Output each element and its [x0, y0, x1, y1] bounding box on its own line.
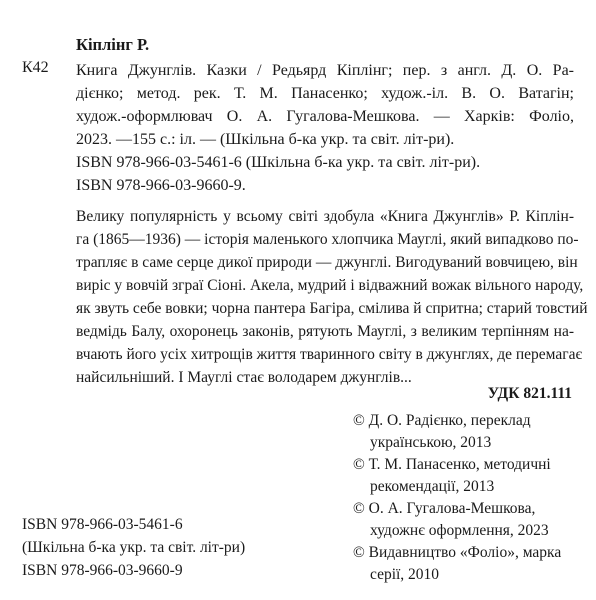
copyright-entry [353, 498, 583, 542]
biblio-line: 2023. —155 с.: іл. — (Шкільна б-ка укр. та світ. літ-ри). [76, 131, 455, 148]
annotation-line: Велику популярність у всьому світі здобула «Книга Джунглів» Р. Кіплін- [76, 208, 574, 225]
copyright-line: рекомендації, 2013 [370, 478, 495, 495]
annotation-line: найсильніший. І Мауглі стає володарем джунглів... [76, 369, 412, 386]
biblio-line: худож.-оформлювач О. А. Гугалова-Мешкова. — Харків: Фоліо, [76, 108, 574, 125]
copyright-line: © Видавництво «Фоліо», марка [353, 544, 562, 561]
isbn-line: ISBN 978-966-03-5461-6 [22, 516, 183, 533]
annotation-line: вчають його усіх хитрощів життя тваринного світу в джунглях, де перемагає [76, 346, 583, 363]
copyright-line: українською, 2013 [370, 434, 492, 451]
annotation-line: ведмідь Балу, охоронець законів, рятують Мауглі, з великим терпінням на- [76, 323, 574, 340]
bibliographic-description [76, 59, 574, 197]
isbn-line: ISBN 978-966-03-9660-9 [22, 562, 183, 579]
catalog-code: К42 [22, 59, 49, 76]
isbn-series-line: (Шкільна б-ка укр. та світ. літ-ри) [22, 539, 246, 556]
copyright-entry [353, 410, 583, 454]
annotation-line: як звуть себе вовки; чорна пантера Багіра, смілива й спритна; старий товстий [76, 300, 588, 317]
udk-code: УДК 821.111 [487, 385, 572, 402]
biblio-line: дієнко; метод. рек. Т. М. Панасенко; худож.-іл. В. О. Ватагін; [76, 85, 574, 102]
annotation-text [76, 205, 588, 389]
copyright-entry [353, 454, 583, 498]
biblio-isbn-2: ISBN 978-966-03-9660-9. [76, 177, 246, 194]
isbn-block [22, 513, 245, 582]
copyright-line: художнє оформлення, 2023 [370, 522, 549, 539]
annotation-line: га (1865—1936) — історія маленького хлопчика Мауглі, який випадково по- [76, 231, 579, 248]
biblio-line: Книга Джунглів. Казки / Редьярд Кіплінг; пер. з англ. Д. О. Ра- [76, 62, 574, 79]
annotation-line: виріс у вовчій зграї Сіоні. Акела, мудрий і відважний вожак вільного народу, [76, 277, 584, 294]
author-heading: Кіплінг Р. [76, 35, 150, 54]
copyright-line: серії, 2010 [370, 566, 440, 583]
copyright-list [353, 410, 583, 586]
annotation-line: трапляє в саме серце дикої природи — джунглі. Вигодуваний вовчицею, він [76, 254, 578, 271]
copyright-line: © Д. О. Радієнко, переклад [353, 412, 531, 429]
copyright-entry [353, 542, 583, 586]
copyright-line: © О. А. Гугалова-Мешкова, [353, 500, 536, 517]
biblio-isbn-1: ISBN 978-966-03-5461-6 (Шкільна б-ка укр. та світ. літ-ри). [76, 154, 481, 171]
copyright-line: © Т. М. Панасенко, методичні [353, 456, 551, 473]
